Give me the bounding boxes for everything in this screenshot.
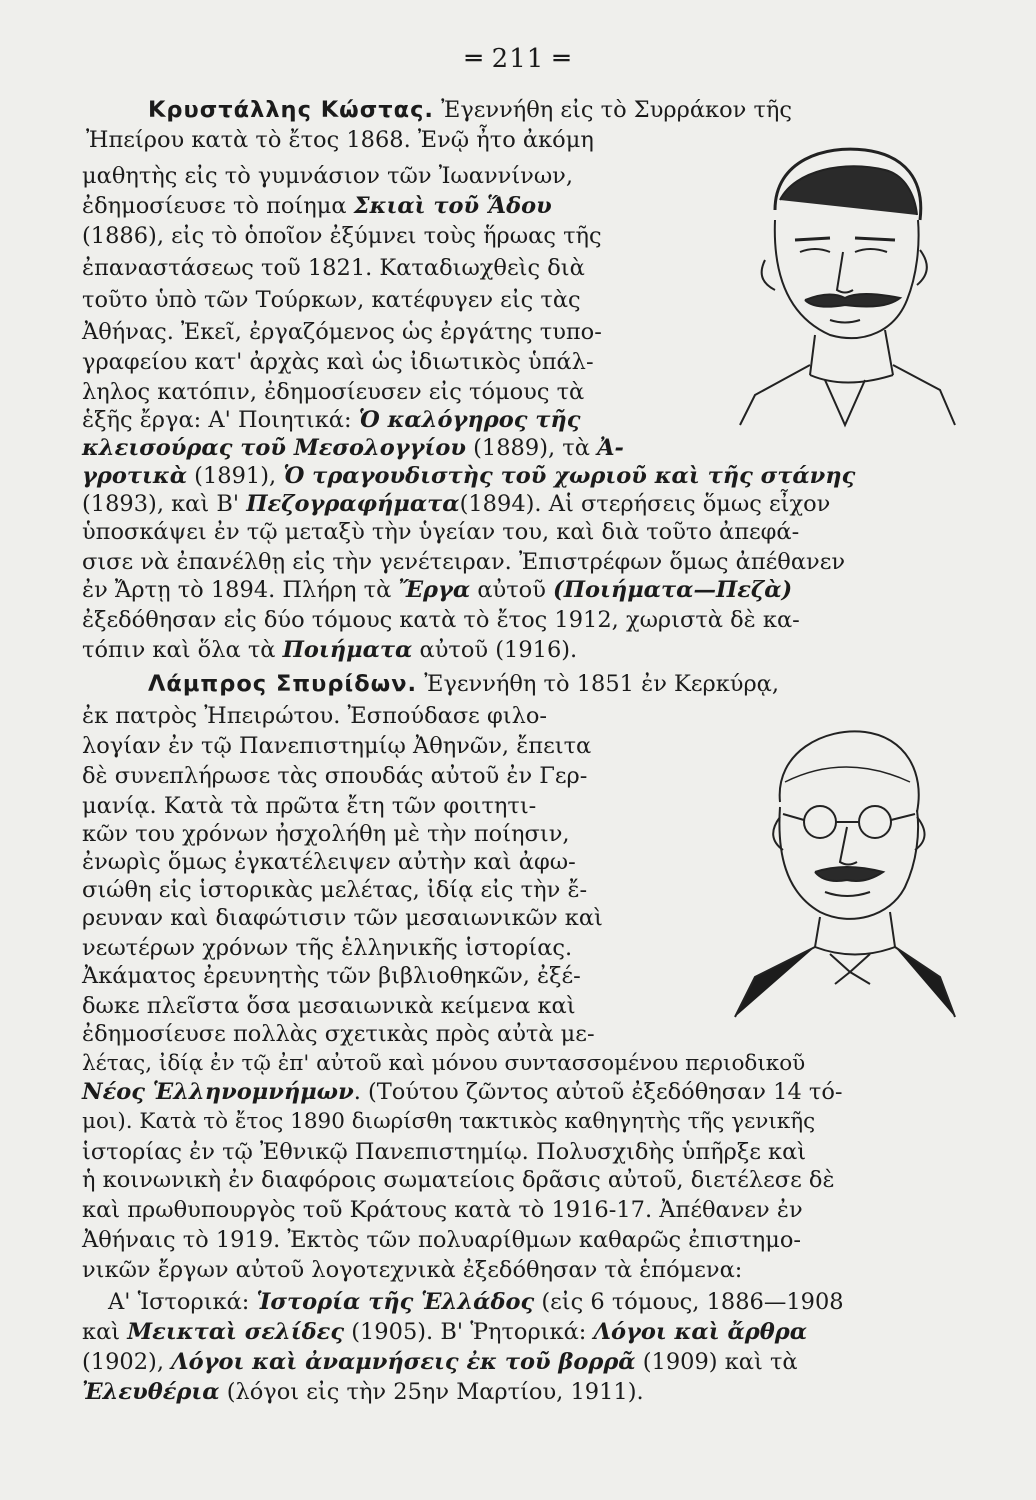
text-fragment: Ἐγεννήθη τὸ 1851 ἐν Κερκύρᾳ, — [417, 671, 780, 697]
work-title: Λόγοι καὶ ἄρθρα — [593, 1319, 808, 1345]
lampros-line-17: ἱστορίας ἐν τῷ Ἐθνικῷ Πανεπιστημίῳ. Πολυσχιδὴς ὑπῆρξε καὶ — [82, 1139, 807, 1165]
text-fragment: Ἐγεννήθη εἰς τὸ Συρράκον τῆς — [433, 97, 793, 123]
work-title: Ἱστορία τῆς Ἑλλάδος — [256, 1289, 535, 1315]
work-title: Ποιήματα — [282, 637, 413, 663]
portrait-lampros — [725, 722, 960, 1022]
work-title: κλεισούρας τοῦ Μεσολογγίου — [82, 435, 466, 461]
work-title: Ὁ καλόγηρος τῆς — [358, 407, 581, 433]
lampros-line-4: δὲ συνεπλήρωσε τὰς σπουδάς αὐτοῦ ἐν Γερ- — [82, 763, 588, 789]
lampros-line-1 — [148, 670, 1028, 698]
krystallis-line-8: Ἀθήνας. Ἐκεῖ, ἐργαζόμενος ὡς ἐργάτης τυπο- — [82, 319, 602, 345]
work-title: Πεζογραφήματα — [246, 491, 460, 517]
portrait-krystallis — [735, 140, 960, 430]
krystallis-line-12 — [82, 434, 702, 462]
page-number: ═ 211 ═ — [465, 44, 571, 74]
krystallis-line-10: ληλος κατόπιν, ἐδημοσίευσεν εἰς τόμους τὰ — [82, 379, 585, 405]
lampros-line-14: λέτας, ἰδίᾳ ἐν τῷ ἐπ' αὐτοῦ καὶ μόνου συντασσομένου περιοδικοῦ — [82, 1051, 806, 1076]
krystallis-line-17 — [82, 576, 962, 604]
lampros-line-18: ἡ κοινωνικὴ ἐν διαφόροις σωματείοις δρᾶσις αὐτοῦ, διετέλεσε δὲ — [82, 1167, 835, 1193]
krystallis-line-2: Ἠπείρου κατὰ τὸ ἔτος 1868. Ἐνῷ ἦτο ἀκόμη — [86, 127, 594, 153]
lampros-line-9: ρευναν καὶ διαφώτισιν τῶν μεσαιωνικῶν καὶ — [82, 905, 603, 931]
work-title: (Ποιήματα—Πεζὰ) — [553, 577, 793, 603]
krystallis-line-3: μαθητὴς εἰς τὸ γυμνάσιον τῶν Ἰωαννίνων, — [82, 163, 574, 189]
lampros-line-22 — [108, 1288, 988, 1316]
lampros-line-25 — [82, 1378, 962, 1406]
krystallis-line-1 — [148, 96, 1028, 124]
text-fragment: (1894). Αἱ στερήσεις ὅμως εἶχον — [459, 491, 831, 517]
text-fragment: (1889), τὰ — [466, 435, 598, 461]
krystallis-line-5: (1886), εἰς τὸ ὁποῖον ἐξύμνει τοὺς ἥρωας τῆς — [82, 223, 602, 249]
text-fragment: ἑξῆς ἔργα: Α' Ποιητικά: — [82, 407, 359, 433]
lampros-line-24 — [82, 1348, 962, 1376]
lampros-line-13: ἐδημοσίευσε πολλὰς σχετικὰς πρὸς αὐτὰ με- — [82, 1021, 595, 1047]
krystallis-line-15: ὑποσκάψει ἐν τῷ μεταξὺ τὴν ὑγείαν του, καὶ διὰ τοῦτο ἀπεφά- — [82, 519, 800, 545]
work-title: Ἀ- — [597, 435, 624, 461]
lampros-line-16: μοι). Κατὰ τὸ ἔτος 1890 διωρίσθη τακτικὸς καθηγητὴς τῆς γενικῆς — [82, 1109, 816, 1134]
text-fragment: (1909) καὶ τὰ — [635, 1349, 798, 1375]
work-title: Μεικταὶ σελίδες — [127, 1319, 345, 1345]
work-title: Λόγοι καὶ ἀναμνήσεις ἐκ τοῦ βορρᾶ — [171, 1349, 636, 1375]
text-fragment: (1891), — [187, 463, 284, 489]
text-fragment: (εἰς 6 τόμους, 1886—1908 — [534, 1289, 844, 1315]
lampros-heading: Λάμπρος Σπυρίδων. — [148, 671, 418, 697]
lampros-line-7: ἐνωρὶς ὅμως ἐγκατέλειψεν αὐτὴν καὶ ἀφω- — [82, 849, 576, 875]
krystallis-line-18: ἐξεδόθησαν εἰς δύο τόμους κατὰ τὸ ἔτος 1912, χωριστὰ δὲ κα- — [82, 607, 800, 633]
krystallis-line-4 — [82, 192, 702, 220]
text-fragment: (1902), — [82, 1349, 172, 1375]
lampros-line-20: Ἀθήναις τὸ 1919. Ἐκτὸς τῶν πολυαρίθμων καθαρῶς ἐπιστημο- — [82, 1227, 801, 1253]
lampros-line-3: λογίαν ἐν τῷ Πανεπιστημίῳ Ἀθηνῶν, ἔπειτα — [82, 733, 592, 759]
work-title: Σκιαὶ τοῦ Ἅδου — [353, 193, 552, 219]
text-fragment: καὶ — [82, 1319, 128, 1345]
lampros-line-11: Ἀκάματος ἐρευνητὴς τῶν βιβλιοθηκῶν, ἐξέ- — [82, 963, 581, 989]
text-fragment: τόπιν καὶ ὅλα τὰ — [82, 637, 283, 663]
krystallis-line-7: τοῦτο ὑπὸ τῶν Τούρκων, κατέφυγεν εἰς τὰς — [82, 287, 581, 313]
work-title: Ὁ τραγουδιστὴς τοῦ χωριοῦ καὶ τῆς στάνης — [283, 463, 856, 489]
text-fragment: ἐδημοσίευσε τὸ ποίημα — [82, 193, 354, 219]
krystallis-line-16: σισε νὰ ἐπανέλθῃ εἰς τὴν γενέτειραν. Ἐπιστρέφων ὅμως ἀπέθανεν — [82, 549, 846, 575]
work-title: Νέος Ἑλληνομνήμων — [82, 1079, 354, 1105]
lampros-line-6: κῶν του χρόνων ἠσχολήθη μὲ τὴν ποίησιν, — [82, 821, 570, 847]
lampros-line-10: νεωτέρων χρόνων τῆς ἑλληνικῆς ἱστορίας. — [82, 935, 573, 961]
lampros-line-21: νικῶν ἔργων αὐτοῦ λογοτεχνικὰ ἐξεδόθησαν τὰ ἑπόμενα: — [82, 1257, 743, 1283]
text-fragment: (1893), καὶ Β' — [82, 491, 247, 517]
lampros-line-15 — [82, 1078, 962, 1106]
lampros-line-8: σιώθη εἰς ἱστορικὰς μελέτας, ἰδίᾳ εἰς τὴν ἔ- — [82, 877, 588, 903]
work-title: γροτικὰ — [82, 463, 188, 489]
lampros-line-12: δωκε πλεῖστα ὅσα μεσαιωνικὰ κείμενα καὶ — [82, 993, 576, 1019]
lampros-line-19: καὶ πρωθυπουργὸς τοῦ Κράτους κατὰ τὸ 1916-17. Ἀπέθανεν ἐν — [82, 1197, 803, 1223]
text-fragment: . (Τούτου ζῶντος αὐτοῦ ἐξεδόθησαν 14 τό- — [353, 1079, 843, 1105]
text-fragment: (λόγοι εἰς τὴν 25ην Μαρτίου, 1911). — [219, 1379, 644, 1405]
text-fragment: (1905). Β' Ῥητορικά: — [344, 1319, 594, 1345]
krystallis-line-11 — [82, 406, 702, 434]
krystallis-heading: Κρυστάλλης Κώστας. — [148, 97, 434, 123]
krystallis-line-19 — [82, 636, 962, 664]
lampros-line-23 — [82, 1318, 962, 1346]
work-title: Ἐλευθέρια — [82, 1379, 220, 1405]
text-fragment: αὐτοῦ — [470, 577, 554, 603]
lampros-line-5: μανίᾳ. Κατὰ τὰ πρῶτα ἔτη τῶν φοιτητι- — [82, 793, 537, 819]
text-fragment: Α' Ἱστορικά: — [108, 1289, 257, 1315]
text-fragment: αὐτοῦ (1916). — [412, 637, 578, 663]
krystallis-line-13 — [82, 462, 962, 490]
text-fragment: ἐν Ἄρτῃ τὸ 1894. Πλήρη τὰ — [82, 577, 399, 603]
krystallis-line-9: γραφείου κατ' ἀρχὰς καὶ ὡς ἰδιωτικὸς ὑπάλ- — [82, 349, 594, 375]
krystallis-line-6: ἐπαναστάσεως τοῦ 1821. Καταδιωχθεὶς διὰ — [82, 255, 585, 281]
work-title: Ἔργα — [398, 577, 471, 603]
lampros-line-2: ἐκ πατρὸς Ἠπειρώτου. Ἐσπούδασε φιλο- — [82, 703, 547, 729]
krystallis-line-14 — [82, 490, 962, 518]
